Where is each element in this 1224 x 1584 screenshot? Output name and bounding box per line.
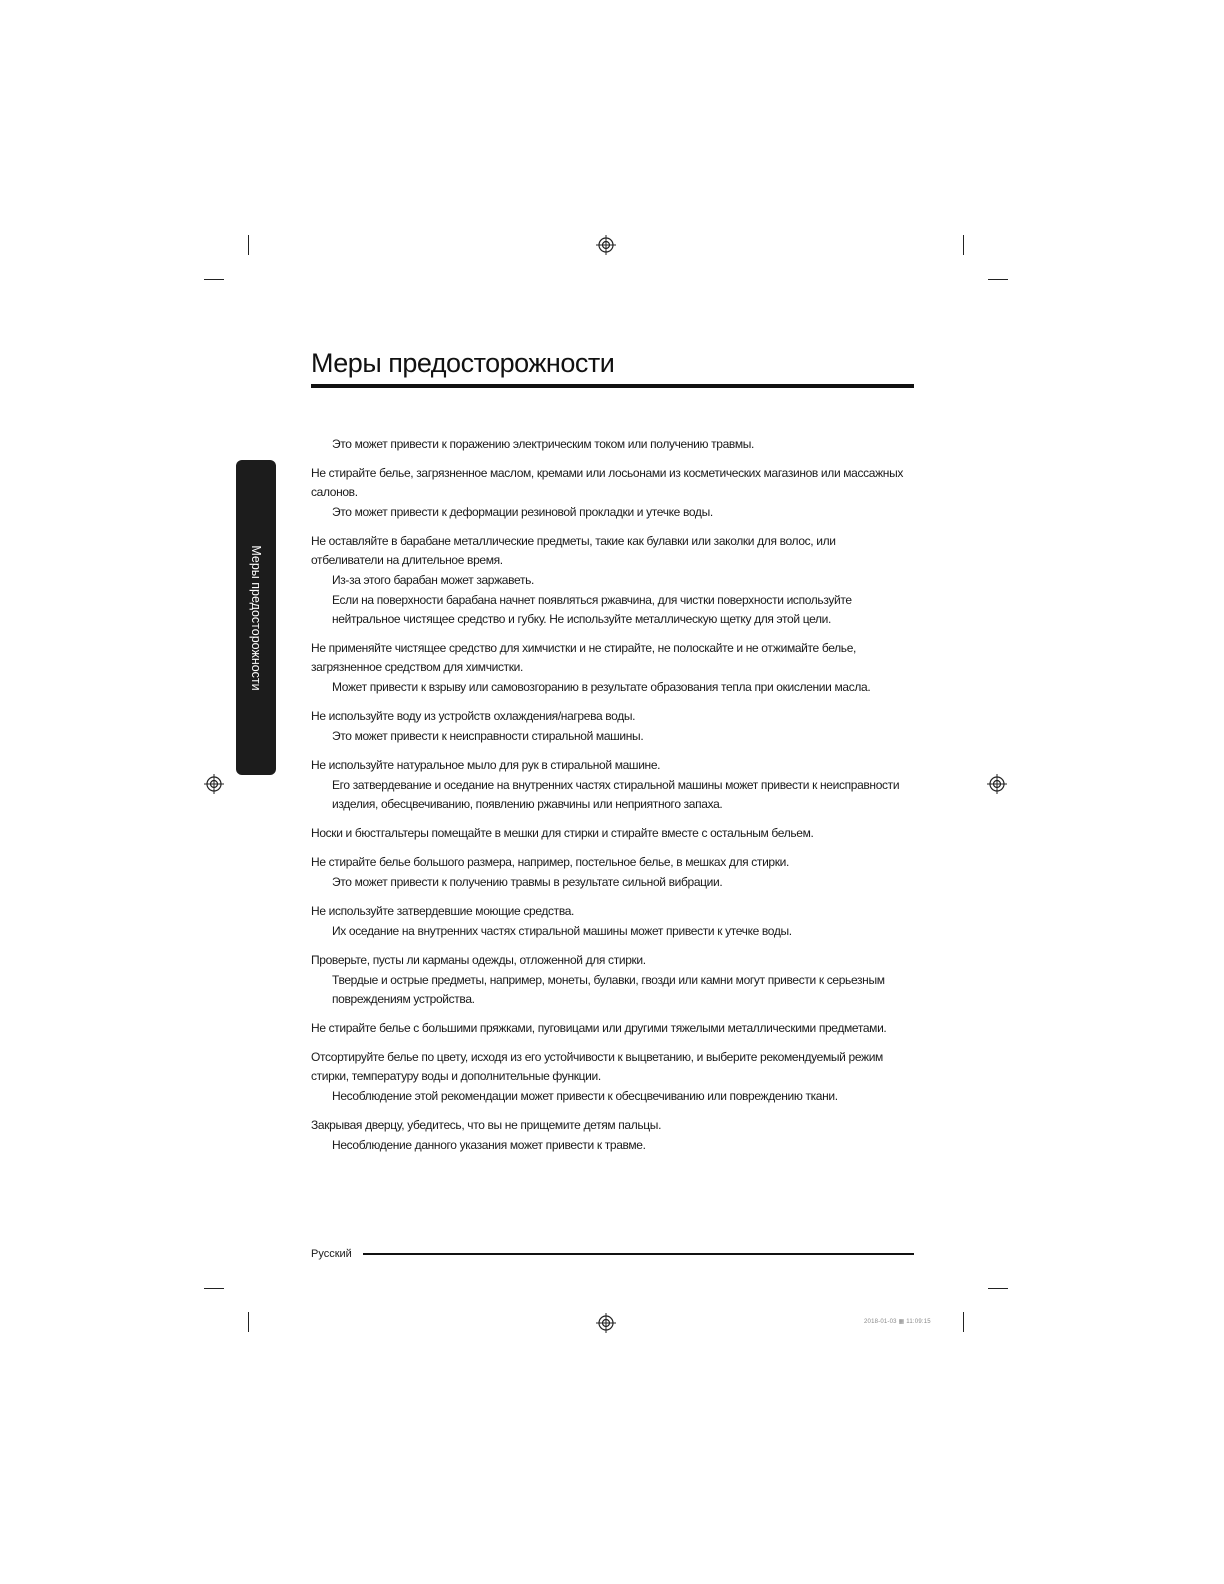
precaution-item — [311, 532, 911, 629]
precaution-item — [311, 756, 911, 814]
precaution-text: Не используйте натуральное мыло для рук в стиральной машине. — [311, 758, 661, 772]
crop-mark — [248, 1312, 249, 1332]
footer-language: Русский — [311, 1248, 352, 1260]
crop-mark — [963, 235, 964, 255]
crop-mark — [988, 279, 1008, 280]
precaution-consequence: Несоблюдение этой рекомендации может привести к обесцвечиванию или повреждению ткани. — [332, 1089, 838, 1103]
crop-mark — [963, 1312, 964, 1332]
precaution-text: Не оставляйте в барабане металлические предметы, такие как булавки или заколки для волос, или отбеливатели на длительное время. — [311, 534, 836, 567]
crop-mark — [248, 235, 249, 255]
precaution-consequence: Это может привести к деформации резиновой прокладки и утечке воды. — [332, 505, 713, 519]
registration-mark-icon — [987, 774, 1007, 794]
precaution-consequence: Несоблюдение данного указания может привести к травме. — [332, 1138, 646, 1152]
precautions-list — [311, 434, 911, 1165]
precaution-item — [311, 902, 911, 941]
side-tab — [236, 460, 276, 775]
precaution-item — [311, 853, 911, 892]
precaution-item — [311, 824, 911, 843]
precaution-consequence: Из-за этого барабан может заржаветь. — [332, 573, 534, 587]
precaution-text: Не используйте затвердевшие моющие средства. — [311, 904, 575, 918]
crop-mark — [988, 1288, 1008, 1289]
precaution-item — [311, 639, 911, 697]
precaution-item — [311, 1116, 911, 1155]
precaution-text: Отсортируйте белье по цвету, исходя из его устойчивости к выцветанию, и выберите рекомендуемый режим стирки, температуру воды и дополнительные функции. — [311, 1050, 883, 1083]
precaution-item — [311, 464, 911, 522]
precaution-consequence: Это может привести к получению травмы в результате сильной вибрации. — [332, 875, 723, 889]
precaution-consequence: Твердые и острые предметы, например, монеты, булавки, гвозди или камни могут привести к серьезным повреждениям устройства. — [332, 973, 885, 1006]
registration-mark-icon — [596, 235, 616, 255]
precaution-consequence: Может привести к взрыву или самовозгоранию в результате образования тепла при окислении масла. — [332, 680, 871, 694]
precaution-item — [311, 1048, 911, 1106]
precaution-consequence: Их оседание на внутренних частях стиральной машины может привести к утечке воды. — [332, 924, 792, 938]
precaution-text: Не применяйте чистящее средство для химчистки и не стирайте, не полоскайте и не отжимайте белье, загрязненное средством для химчистки. — [311, 641, 857, 674]
precaution-text: Носки и бюстгальтеры помещайте в мешки для стирки и стирайте вместе с остальным бельем. — [311, 826, 814, 840]
precaution-item — [311, 1019, 911, 1038]
crop-mark — [204, 279, 224, 280]
precaution-item — [311, 707, 911, 746]
print-info: 2018-01-03 ▦ 11:09:15 — [864, 1319, 931, 1325]
title-rule — [311, 384, 914, 388]
precaution-text: Не стирайте белье, загрязненное маслом, кремами или лосьонами из косметических магазинов или массажных салонов. — [311, 466, 904, 499]
precaution-text: Не стирайте белье большого размера, например, постельное белье, в мешках для стирки. — [311, 855, 789, 869]
footer-rule — [363, 1253, 914, 1255]
precaution-text: Не используйте воду из устройств охлаждения/нагрева воды. — [311, 709, 636, 723]
registration-mark-icon — [204, 774, 224, 794]
precaution-consequence: Это может привести к неисправности стиральной машины. — [332, 729, 644, 743]
precaution-item — [311, 951, 911, 1009]
precaution-item — [311, 435, 911, 454]
precaution-text: Не стирайте белье с большими пряжками, пуговицами или другими тяжелыми металлическими предметами. — [311, 1021, 887, 1035]
precaution-consequence: Его затвердевание и оседание на внутренних частях стиральной машины может привести к неисправности изделия, обесцвечиванию, появлению ржавчины или неприятного запаха. — [332, 778, 900, 811]
page-title: Меры предосторожности — [311, 348, 615, 378]
precaution-consequence: Это может привести к поражению электрическим током или получению травмы. — [332, 437, 754, 451]
registration-mark-icon — [596, 1313, 616, 1333]
precaution-consequence: Если на поверхности барабана начнет появляться ржавчина, для чистки поверхности используйте нейтральное чистящее средство и губку. Не используйте металлическую щетку для этой цели. — [332, 593, 852, 626]
crop-mark — [204, 1288, 224, 1289]
precaution-text: Проверьте, пусты ли карманы одежды, отложенной для стирки. — [311, 953, 646, 967]
precaution-text: Закрывая дверцу, убедитесь, что вы не прищемите детям пальцы. — [311, 1118, 662, 1132]
side-tab-label: Меры предосторожности — [249, 544, 263, 691]
